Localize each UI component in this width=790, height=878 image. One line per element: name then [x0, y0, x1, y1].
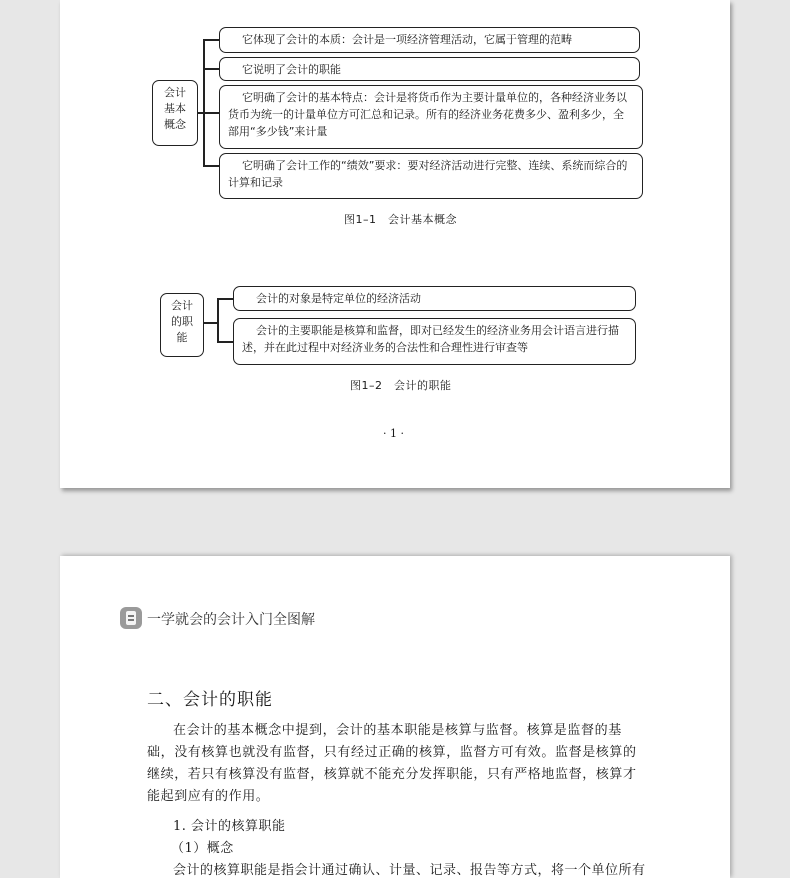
figure2-caption: 图1–2 会计的职能: [350, 379, 452, 392]
figure1-item-text: 它明确了会计工作的“绩效”要求：要对经济活动进行完整、连续、系统而综合的计算和记录: [228, 159, 628, 189]
subheading: 1. 会计的核算职能: [173, 819, 286, 834]
page-number: · 1 ·: [383, 427, 404, 440]
figure2-root-line: 能: [176, 331, 188, 344]
figure2-root-line: 会计: [171, 299, 193, 312]
figure2-item: [233, 286, 636, 311]
section-title: 二、会计的职能: [147, 690, 273, 710]
connector: [203, 68, 219, 70]
figure1-root-line: 基本: [164, 102, 186, 115]
figure1-item-text: 它明确了会计的基本特点：会计是将货币作为主要计量单位的，各种经济业务以货币为统一的计量单位方可汇总和记录。所有的经济业务花费多少、盈利多少，全部用“多少钱”来计量: [228, 91, 627, 138]
figure1-item-text: 它说明了会计的职能: [242, 63, 341, 76]
connector: [217, 298, 219, 342]
body-paragraph: 在会计的基本概念中提到，会计的基本职能是核算与监督。核算是监督的基础，没有核算也就没有监督，只有经过正确的核算，监督方可有效。监督是核算的继续，若只有核算没有监督，核算就不能充分发挥职能，只有严格地监督，核算才能起到应有的作用。: [147, 723, 637, 804]
connector: [203, 39, 219, 41]
connector: [203, 112, 219, 114]
figure1-root-line: 概念: [164, 118, 186, 131]
connector: [203, 39, 205, 166]
figure1-item: [219, 153, 643, 199]
connector: [204, 322, 218, 324]
sub-subheading: （1）概念: [171, 841, 234, 856]
figure2-item-text: 会计的对象是特定单位的经济活动: [256, 292, 421, 305]
figure1-root-box: [152, 80, 198, 146]
page-2: [60, 556, 730, 878]
figure2-root-line: 的职: [171, 315, 193, 328]
body-last-line: 会计的核算职能是指会计通过确认、计量、记录、报告等方式，将一个单位所有: [173, 863, 646, 878]
figure1-root-line: 会计: [164, 86, 186, 99]
figure1-item: [219, 57, 640, 81]
figure2-root-box: [160, 293, 204, 357]
figure2-item-text: 会计的主要职能是核算和监督，即对已经发生的经济业务用会计语言进行描述，并在此过程中对经济业务的合法性和合理性进行审查等: [242, 324, 619, 354]
figure1-caption: 图1–1 会计基本概念: [344, 213, 457, 226]
figure1-item: [219, 85, 643, 149]
connector: [217, 341, 233, 343]
running-header: 一学就会的会计入门全图解: [147, 612, 315, 628]
book-icon: [120, 607, 142, 629]
connector: [203, 165, 219, 167]
page-1: [60, 0, 730, 488]
figure2-item: [233, 318, 636, 365]
figure1-item-text: 它体现了会计的本质：会计是一项经济管理活动，它属于管理的范畴: [242, 33, 572, 46]
connector: [217, 298, 233, 300]
figure1-item: [219, 27, 640, 53]
